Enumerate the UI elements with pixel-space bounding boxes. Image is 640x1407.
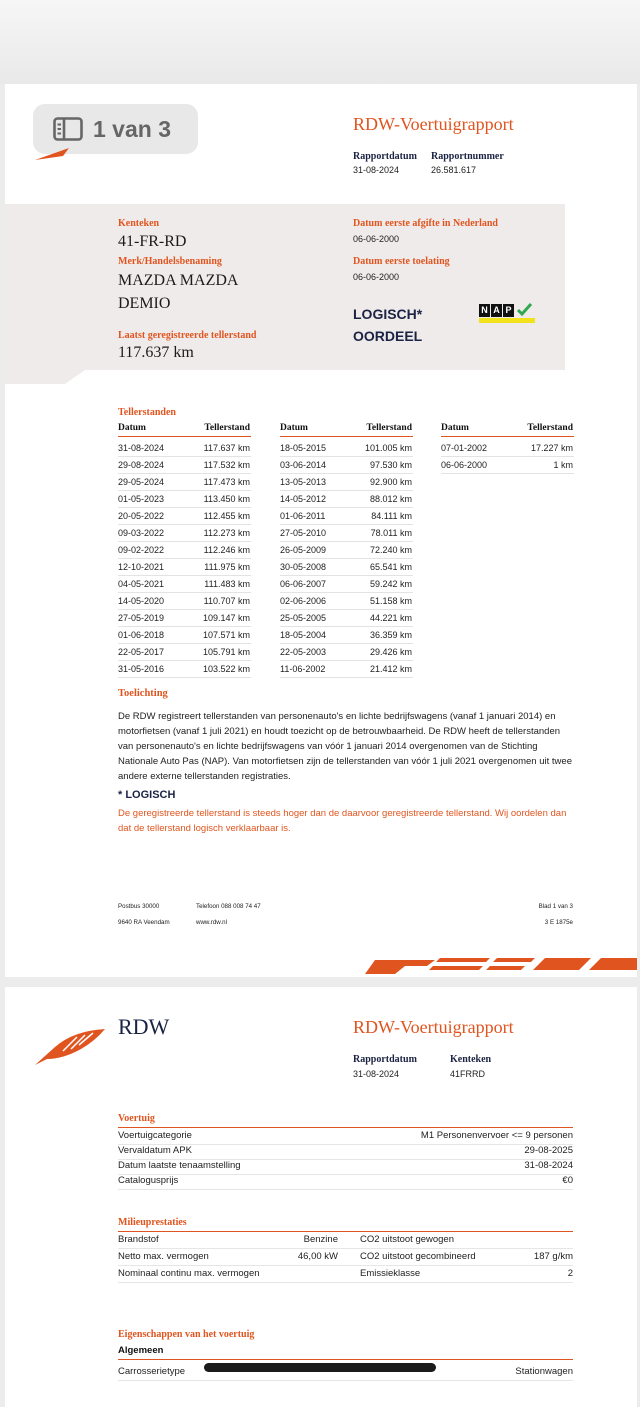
tellerstand-label: Laatst geregistreerde tellerstand xyxy=(118,330,257,341)
tellerstand-value: 101.005 km xyxy=(364,443,412,453)
milieu-row-value2: 187 g/km xyxy=(533,1251,573,1262)
column-header-tellerstand: Tellerstand xyxy=(527,423,573,433)
page-counter-text: 1 van 3 xyxy=(93,115,171,142)
toelichting-title: Toelichting xyxy=(118,688,168,699)
oordeel-line1: LOGISCH* xyxy=(353,306,423,322)
tellerstand-date: 06-06-2000 xyxy=(441,460,488,470)
tellerstand-date: 09-03-2022 xyxy=(118,528,165,538)
tellerstand-date: 25-05-2005 xyxy=(280,613,327,623)
report-date-value-page2: 31-08-2024 xyxy=(353,1069,400,1079)
tellerstand-value: 112.246 km xyxy=(203,545,250,555)
milieu-row-label2: CO2 uitstoot gewogen xyxy=(360,1234,455,1245)
table-row-divider xyxy=(118,524,251,525)
merk-line2: DEMIO xyxy=(118,295,171,312)
table-row-divider xyxy=(118,643,251,644)
milieu-row xyxy=(118,1250,573,1266)
home-indicator[interactable] xyxy=(204,1363,436,1372)
logisch-text: De geregistreerde tellerstand is steeds hoger dan de daarvoor geregistreerde tellerstand. Wij oordelen dan dat de tellerstand logisch verklaarbaar is. xyxy=(118,808,567,834)
tellerstand-value: 109.147 km xyxy=(202,613,250,623)
table-row-divider xyxy=(280,490,413,491)
tellerstand-value: 112.273 km xyxy=(203,528,250,538)
tellerstand-date: 06-06-2007 xyxy=(280,579,327,589)
tellerstand-date: 18-05-2015 xyxy=(280,443,327,453)
tellerstand-value: 117.637 km xyxy=(203,443,250,453)
table-row-divider xyxy=(118,473,251,474)
checkmark-icon xyxy=(516,302,533,317)
algemeen-subtitle: Algemeen xyxy=(118,1345,164,1356)
tellerstand-date: 13-05-2013 xyxy=(280,477,327,487)
column-header-tellerstand: Tellerstand xyxy=(204,423,250,433)
tellerstand-value: 1 km xyxy=(553,460,573,470)
tellerstand-value: 72.240 km xyxy=(369,545,412,555)
voertuig-row-label: Vervaldatum APK xyxy=(118,1145,192,1156)
voertuig-row-label: Catalogusprijs xyxy=(118,1175,179,1186)
voertuig-title: Voertuig xyxy=(118,1113,155,1124)
tellerstand-value: 88.012 km xyxy=(369,494,412,504)
tellerstand-value: 84.111 km xyxy=(371,511,412,521)
tellerstand-value: 29.426 km xyxy=(369,647,412,657)
kenteken-value-page2: 41FRRD xyxy=(450,1069,486,1079)
report-page-1 xyxy=(5,84,637,977)
table-row-divider xyxy=(280,677,413,678)
kenteken-value: 41-FR-RD xyxy=(118,233,187,250)
app-background xyxy=(0,0,640,84)
logisch-title: * LOGISCH xyxy=(118,789,176,801)
report-title-page2: RDW-Voertuigrapport xyxy=(353,1017,514,1037)
tellerstand-value: 65.541 km xyxy=(369,562,412,572)
voertuig-row-value: €0 xyxy=(562,1175,573,1186)
report-number-label: Rapportnummer xyxy=(431,151,504,162)
footer-web[interactable]: www.rdw.nl xyxy=(196,919,227,926)
voertuig-row-value: 29-08-2025 xyxy=(524,1145,573,1156)
oordeel-line2: OORDEEL xyxy=(353,328,423,344)
tellerstand-date: 22-05-2017 xyxy=(118,647,165,657)
voertuig-row-value: 31-08-2024 xyxy=(524,1160,573,1171)
page-icon xyxy=(53,117,83,141)
tellerstand-date: 30-05-2008 xyxy=(280,562,327,572)
tellerstand-value: 59.242 km xyxy=(369,579,412,589)
tellerstand-date: 29-08-2024 xyxy=(118,460,165,470)
toelating-label: Datum eerste toelating xyxy=(353,256,450,267)
table-row-divider xyxy=(280,507,413,508)
tellerstand-date: 22-05-2003 xyxy=(280,647,327,657)
table-row-divider xyxy=(280,524,413,525)
tellerstand-date: 07-01-2002 xyxy=(441,443,488,453)
tellerstand-date: 01-05-2023 xyxy=(118,494,165,504)
rdw-feather-logo-icon xyxy=(33,1027,108,1067)
footer-address1: Postbus 30000 xyxy=(118,903,160,910)
afgifte-value: 06-06-2000 xyxy=(353,234,400,244)
tellerstand-value: 111.483 km xyxy=(204,579,250,589)
algemeen-divider xyxy=(118,1359,573,1360)
table-row-divider xyxy=(118,456,251,457)
eigenschappen-row-label: Carrosserietype xyxy=(118,1366,186,1377)
tellerstand-value: 92.900 km xyxy=(369,477,412,487)
tellerstand-value: 113.450 km xyxy=(203,494,250,504)
milieu-row-label: Brandstof xyxy=(118,1234,159,1245)
table-row-divider xyxy=(441,456,574,457)
tellerstand-value: 36.359 km xyxy=(369,630,412,640)
report-date-label: Rapportdatum xyxy=(353,151,417,162)
milieu-row-label2: Emissieklasse xyxy=(360,1268,421,1279)
milieu-row-label2: CO2 uitstoot gecombineerd xyxy=(360,1251,476,1262)
tellerstand-date: 03-06-2014 xyxy=(280,460,327,470)
report-page-2 xyxy=(5,987,637,1407)
voertuig-row xyxy=(118,1144,573,1160)
summary-corner-shape xyxy=(5,370,85,384)
tellerstand-date: 11-06-2002 xyxy=(280,664,326,674)
table-row-divider xyxy=(280,575,413,576)
voertuig-row xyxy=(118,1159,573,1175)
table-row-divider xyxy=(118,541,251,542)
column-header-datum: Datum xyxy=(118,423,146,433)
rdw-logo-icon xyxy=(33,146,73,162)
nap-yellow-bar xyxy=(479,318,535,323)
tellerstand-date: 27-05-2010 xyxy=(280,528,327,538)
tellerstand-date: 12-10-2021 xyxy=(118,562,165,572)
table-row-divider xyxy=(118,558,251,559)
voertuig-row-value: M1 Personenvervoer <= 9 personen xyxy=(420,1130,573,1141)
tellerstand-value: 105.791 km xyxy=(202,647,250,657)
report-title: RDW-Voertuigrapport xyxy=(353,114,514,134)
tellerstand-date: 31-05-2016 xyxy=(118,664,165,674)
tellerstand-date: 09-02-2022 xyxy=(118,545,165,555)
column-header-divider xyxy=(441,436,574,437)
nap-letter-n: N xyxy=(479,304,490,317)
tellerstand-date: 20-05-2022 xyxy=(118,511,165,521)
eigenschappen-row-value: Stationwagen xyxy=(515,1366,573,1377)
footer-code: 3 E 1875e xyxy=(544,919,573,926)
afgifte-label: Datum eerste afgifte in Nederland xyxy=(353,218,498,229)
tellerstand-date: 01-06-2018 xyxy=(118,630,165,640)
tellerstand-date: 26-05-2009 xyxy=(280,545,327,555)
tellerstand-value: 97.530 km xyxy=(369,460,412,470)
tellerstand-date: 29-05-2024 xyxy=(118,477,165,487)
table-row-divider xyxy=(280,541,413,542)
voertuig-row-label: Datum laatste tenaamstelling xyxy=(118,1160,241,1171)
column-header-datum: Datum xyxy=(280,423,308,433)
tellerstand-value: 112.455 km xyxy=(203,511,250,521)
nap-letter-a: A xyxy=(491,304,502,317)
milieu-title: Milieuprestaties xyxy=(118,1217,187,1228)
orange-stripes-decoration xyxy=(365,952,637,977)
milieu-divider xyxy=(118,1231,573,1232)
kenteken-label-page2: Kenteken xyxy=(450,1054,492,1065)
table-row-divider xyxy=(280,609,413,610)
vehicle-summary-panel xyxy=(5,204,565,370)
toelichting-text: De RDW registreert tellerstanden van personenauto's en lichte bedrijfswagens (vanaf 1 januari 2014) en motorfietsen (vanaf 1 juli 2021) en houdt toezicht op de betrouwbaarheid. De RDW heeft de tellerstanden van personenauto's en lichte bedrijfswagens van vóór 1 januari 2014 overgenomen van de Stichting Nationale Auto Pas (NAP). Van motorfietsen zijn de tellerstanden van vóór 1 juli 2021 overgenomen uit twee andere externe tellerstanden registraties. xyxy=(118,711,572,782)
table-row-divider xyxy=(118,507,251,508)
report-date-value: 31-08-2024 xyxy=(353,165,400,175)
voertuig-divider xyxy=(118,1127,573,1128)
footer-address2: 9640 RA Veendam xyxy=(118,919,170,926)
table-row-divider xyxy=(280,643,413,644)
table-row-divider xyxy=(280,592,413,593)
tellerstand-value: 110.707 km xyxy=(203,596,250,606)
tellerstand-value: 111.975 km xyxy=(204,562,250,572)
voertuig-row-label: Voertuigcategorie xyxy=(118,1130,192,1141)
merk-line1: MAZDA MAZDA xyxy=(118,272,239,289)
report-number-value: 26.581.617 xyxy=(431,165,477,175)
tellerstand-value: 17.227 km xyxy=(530,443,573,453)
tellerstand-value: 117.473 km xyxy=(203,477,250,487)
table-row-divider xyxy=(118,490,251,491)
tellerstand-value: 107.571 km xyxy=(202,630,250,640)
tellerstand-value: 51.158 km xyxy=(369,596,412,606)
report-date-label-page2: Rapportdatum xyxy=(353,1054,417,1065)
kenteken-label: Kenteken xyxy=(118,218,160,229)
tellerstand-value: 44.221 km xyxy=(369,613,412,623)
voertuig-row xyxy=(118,1174,573,1190)
table-row-divider xyxy=(280,626,413,627)
milieu-row-value: Benzine xyxy=(303,1234,338,1245)
milieu-row-value2: 2 xyxy=(567,1268,573,1279)
tellerstand-date: 14-05-2012 xyxy=(280,494,327,504)
tellerstand-value: 117.637 km xyxy=(118,344,194,361)
milieu-row-value: 46,00 kW xyxy=(297,1251,338,1262)
table-row-divider xyxy=(118,609,251,610)
tellerstand-date: 02-06-2006 xyxy=(280,596,327,606)
table-row-divider xyxy=(441,473,574,474)
table-row-divider xyxy=(118,660,251,661)
tellerstand-value: 117.532 km xyxy=(203,460,250,470)
table-row-divider xyxy=(118,677,251,678)
tellerstand-value: 21.412 km xyxy=(369,664,412,674)
milieu-row xyxy=(118,1233,573,1249)
table-row-divider xyxy=(118,592,251,593)
table-row-divider xyxy=(118,626,251,627)
tellerstand-date: 31-08-2024 xyxy=(118,443,165,453)
nap-logo xyxy=(479,304,535,324)
table-row-divider xyxy=(280,558,413,559)
tellerstand-date: 04-05-2021 xyxy=(118,579,165,589)
footer-phone: Telefoon 088 008 74 47 xyxy=(196,903,261,910)
milieu-row-label: Netto max. vermogen xyxy=(118,1251,209,1262)
voertuig-row xyxy=(118,1129,573,1145)
tellerstand-date: 14-05-2020 xyxy=(118,596,165,606)
tellerstanden-title: Tellerstanden xyxy=(118,407,176,418)
footer-page: Blad 1 van 3 xyxy=(538,903,573,910)
tellerstand-value: 78.011 km xyxy=(370,528,412,538)
toelating-value: 06-06-2000 xyxy=(353,272,400,282)
table-row-divider xyxy=(280,473,413,474)
table-row-divider xyxy=(280,660,413,661)
tellerstand-value: 103.522 km xyxy=(202,664,250,674)
table-row-divider xyxy=(280,456,413,457)
milieu-row xyxy=(118,1267,573,1283)
column-header-datum: Datum xyxy=(441,423,469,433)
tellerstand-date: 18-05-2004 xyxy=(280,630,327,640)
merk-label: Merk/Handelsbenaming xyxy=(118,256,222,267)
nap-letter-p: P xyxy=(503,304,514,317)
tellerstand-date: 01-06-2011 xyxy=(280,511,326,521)
rdw-logo-text: RDW xyxy=(118,1014,170,1039)
tellerstand-date: 27-05-2019 xyxy=(118,613,165,623)
table-row-divider xyxy=(118,575,251,576)
eigenschappen-title: Eigenschappen van het voertuig xyxy=(118,1329,255,1340)
milieu-row-label: Nominaal continu max. vermogen xyxy=(118,1268,260,1279)
column-header-divider xyxy=(118,436,251,437)
column-header-tellerstand: Tellerstand xyxy=(366,423,412,433)
column-header-divider xyxy=(280,436,413,437)
